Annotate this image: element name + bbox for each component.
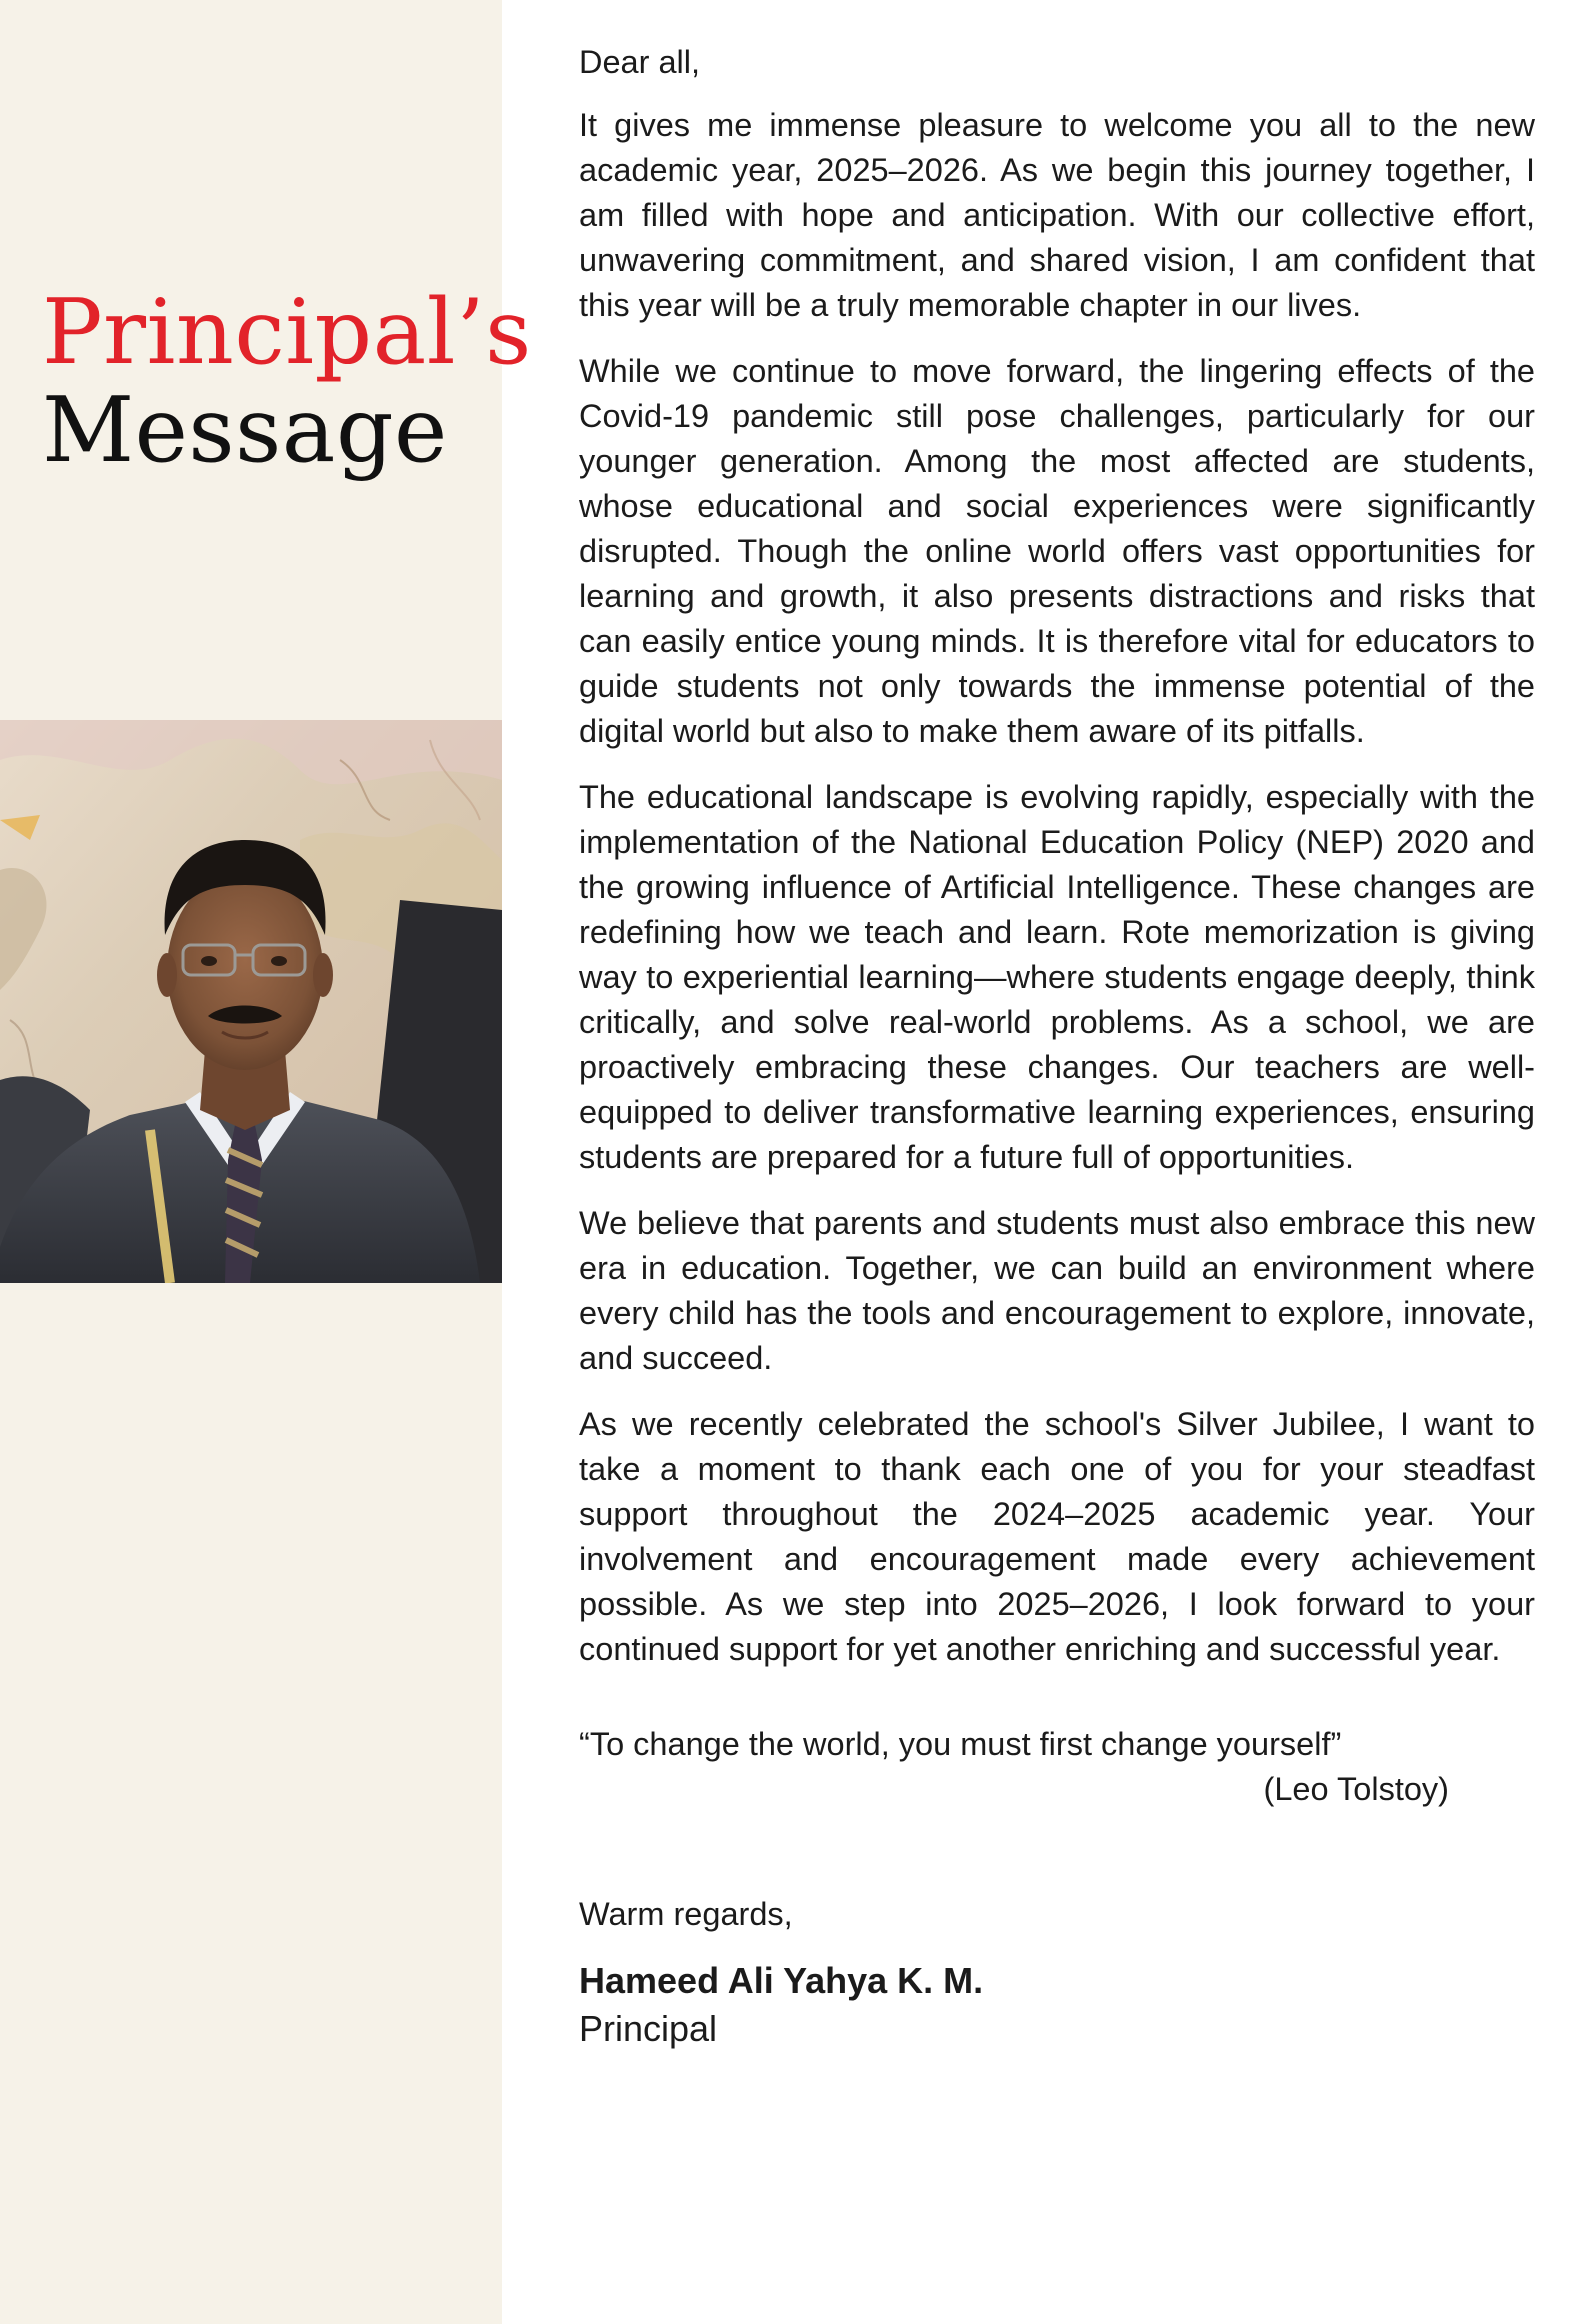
signatory-name: Hameed Ali Yahya K. M. [579, 1960, 984, 2001]
title-message: Message [42, 378, 448, 483]
quote-block [579, 1722, 1535, 1812]
sidebar-panel [0, 0, 532, 2324]
title-principals: Principal’s [42, 280, 532, 385]
closing-text: Warm regards, [579, 1896, 793, 1932]
page-title [42, 280, 532, 483]
paragraph-5: As we recently celebrated the school's Silver Jubilee, I want to take a moment to thank each one of you for your steadfast support throughout the 2024–2025 academic year. Your involvement and encouragement made every achievement possible. As we step into 2025–2026, I look forward to your continued support for yet another enriching and successful year. [579, 1406, 1535, 1667]
quote-author: (Leo Tolstoy) [1263, 1771, 1449, 1807]
paragraph-2: While we continue to move forward, the lingering effects of the Covid-19 pandemic still pose challenges, particularly for our younger generation. Among the most affected are students, whose educational and social experiences were significantly disrupted. Though the online world offers vast opportunities for learning and growth, it also presents distractions and risks that can easily entice young minds. It is therefore vital for educators to guide students not only towards the immense potential of the digital world but also to make them aware of its pitfalls. [579, 353, 1535, 749]
paragraph-1: It gives me immense pleasure to welcome you all to the new academic year, 2025–2026. As we begin this journey together, I am filled with hope and anticipation. With our collective effort, unwavering commitment, and shared vision, I am confident that this year will be a truly memorable chapter in our lives. [579, 107, 1535, 323]
principal-portrait-photo [0, 720, 502, 1283]
salutation: Dear all, [579, 44, 701, 80]
paragraph-4: We believe that parents and students must also embrace this new era in education. Together, we can build an environment where every child has the tools and encouragement to explore, innovate, and succeed. [579, 1205, 1535, 1376]
paragraph-3: The educational landscape is evolving rapidly, especially with the implementation of the National Education Policy (NEP) 2020 and the growing influence of Artificial Intelligence. These changes are redefining how we teach and learn. Rote memorization is giving way to experiential learning—where students engage deeply, think critically, and solve real-world problems. As a school, we are proactively embracing these changes. Our teachers are well-equipped to deliver transformative learning experiences, ensuring students are prepared for a future full of opportunities. [579, 779, 1535, 1175]
letter-body [579, 40, 1535, 2053]
signoff [579, 1892, 1535, 2053]
signatory-title: Principal [579, 2008, 718, 2049]
quote-text: “To change the world, you must first change yourself” [579, 1726, 1342, 1762]
